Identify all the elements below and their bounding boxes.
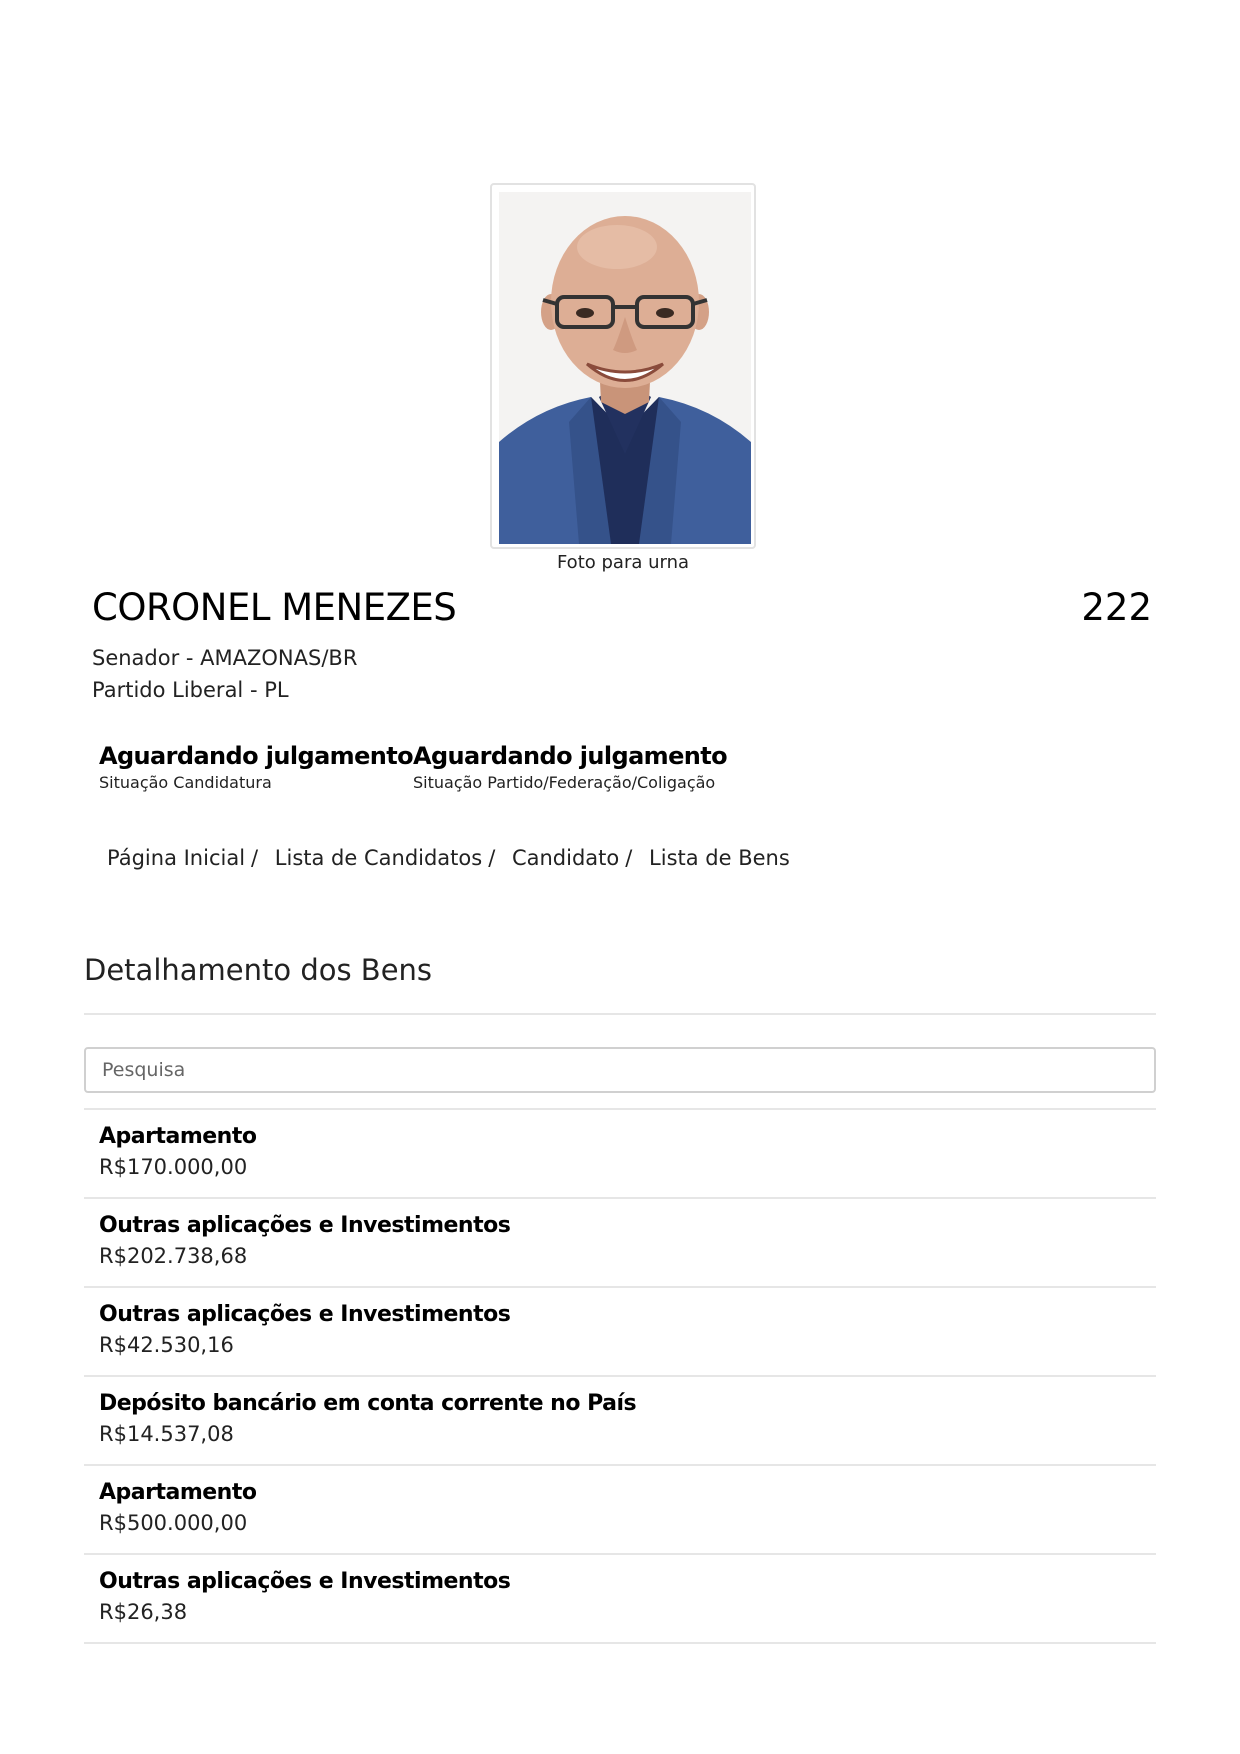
list-item <box>84 1375 1156 1464</box>
breadcrumb-asset-list[interactable]: Lista de Bens <box>649 846 790 870</box>
asset-value: R$14.537,08 <box>99 1422 234 1446</box>
asset-value: R$202.738,68 <box>99 1244 248 1268</box>
asset-type: Depósito bancário em conta corrente no País <box>99 1391 637 1416</box>
asset-type: Apartamento <box>99 1480 257 1505</box>
section-divider <box>84 1013 1156 1015</box>
candidate-party: Partido Liberal - PL <box>92 678 289 702</box>
asset-type: Apartamento <box>99 1124 257 1149</box>
status-partido-label: Situação Partido/Federação/Coligação <box>413 773 716 792</box>
section-title: Detalhamento dos Bens <box>84 953 433 987</box>
asset-list <box>84 1108 1156 1644</box>
asset-value: R$26,38 <box>99 1600 188 1624</box>
asset-value: R$500.000,00 <box>99 1511 248 1535</box>
list-item <box>84 1464 1156 1553</box>
asset-value: R$170.000,00 <box>99 1155 248 1179</box>
asset-type: Outras aplicações e Investimentos <box>99 1213 511 1238</box>
breadcrumb-home[interactable]: Página Inicial <box>107 846 246 870</box>
status-candidatura-label: Situação Candidatura <box>99 773 272 792</box>
breadcrumb-candidate-list[interactable]: Lista de Candidatos <box>274 846 483 870</box>
candidate-name: CORONEL MENEZES <box>92 586 457 629</box>
list-item <box>84 1197 1156 1286</box>
photo-caption: Foto para urna <box>556 552 690 573</box>
status-partido <box>413 740 727 794</box>
breadcrumb-separator: / <box>251 846 259 870</box>
status-candidatura <box>99 740 413 794</box>
search-input[interactable] <box>84 1047 1156 1093</box>
list-item <box>84 1553 1156 1644</box>
breadcrumb-separator: / <box>625 846 633 870</box>
candidate-photo-frame <box>490 183 756 549</box>
status-candidatura-value: Aguardando julgamento <box>99 742 414 770</box>
list-item <box>84 1286 1156 1375</box>
breadcrumb-separator: / <box>488 846 496 870</box>
status-partido-value: Aguardando julgamento <box>413 742 728 770</box>
candidate-number: 222 <box>1081 586 1152 629</box>
breadcrumb-candidate[interactable]: Candidato <box>511 846 620 870</box>
breadcrumb <box>107 846 790 870</box>
asset-value: R$42.530,16 <box>99 1333 234 1357</box>
asset-type: Outras aplicações e Investimentos <box>99 1569 511 1594</box>
candidate-office: Senador - AMAZONAS/BR <box>92 646 358 670</box>
list-item <box>84 1108 1156 1197</box>
candidate-photo <box>499 192 751 544</box>
asset-type: Outras aplicações e Investimentos <box>99 1302 511 1327</box>
